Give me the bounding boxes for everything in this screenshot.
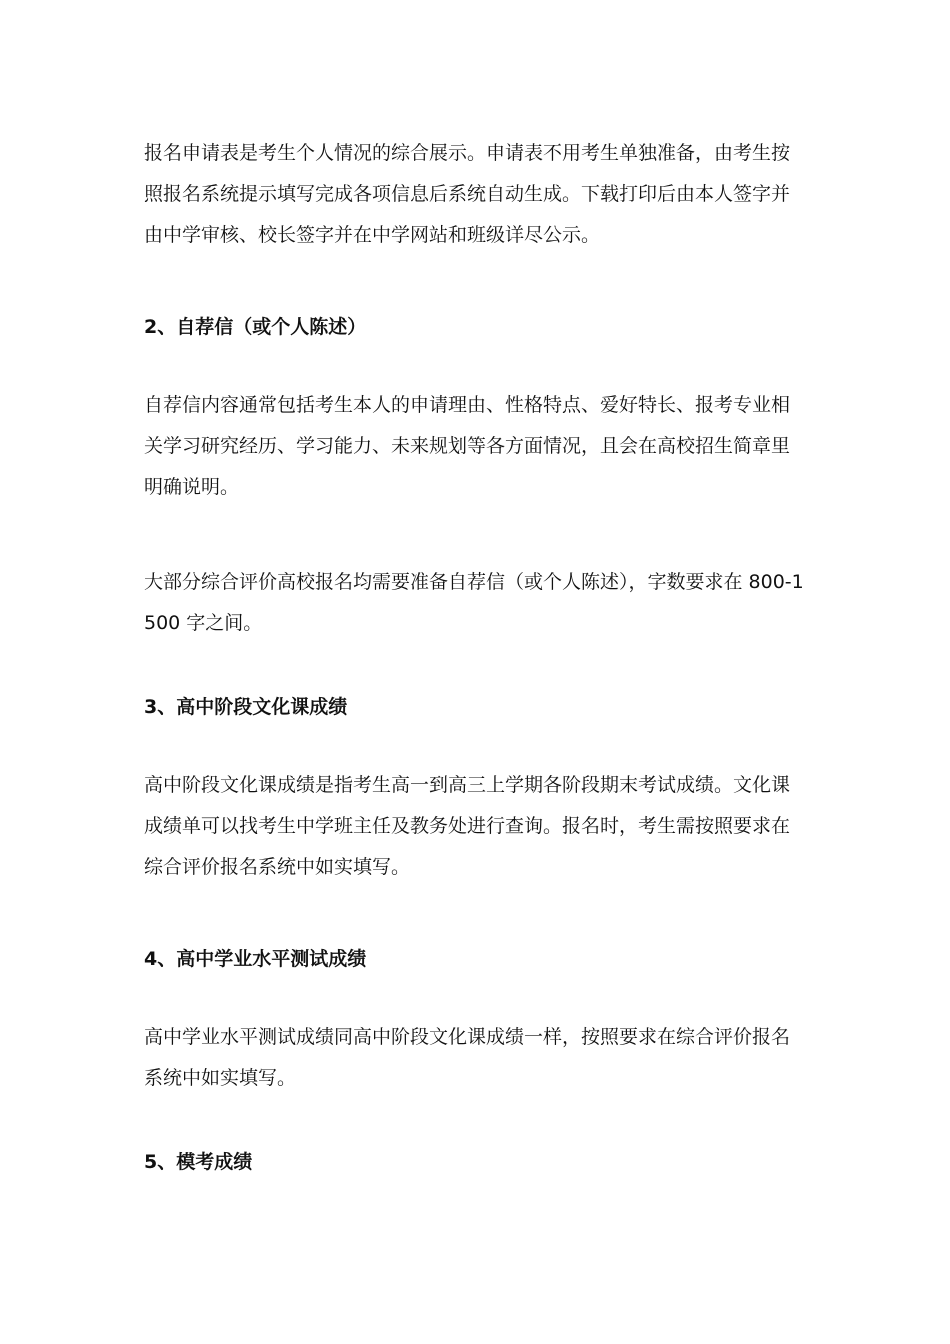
section-heading-high-school-grades: 3、高中阶段文化课成绩 <box>144 695 348 718</box>
self-recommendation-word-count-paragraph: 大部分综合评价高校报名均需要准备自荐信（或个人陈述），字数要求在 800-1500 字之间。 <box>144 571 804 634</box>
self-recommendation-paragraph: 自荐信内容通常包括考生本人的申请理由、性格特点、爱好特长、报考专业相关学习研究经历、学习能力、未来规划等各方面情况，且会在高校招生简章里明确说明。 <box>144 394 791 498</box>
high-school-grades-paragraph: 高中阶段文化课成绩是指考生高一到高三上学期各阶段期末考试成绩。文化课成绩单可以找考生中学班主任及教务处进行查询。报名时，考生需按照要求在综合评价报名系统中如实填写。 <box>144 774 791 878</box>
section-heading-mock-exam-scores: 5、模考成绩 <box>144 1150 253 1173</box>
academic-proficiency-test-paragraph: 高中学业水平测试成绩同高中阶段文化课成绩一样，按照要求在综合评价报名系统中如实填写。 <box>144 1026 791 1089</box>
section-heading-self-recommendation: 2、自荐信（或个人陈述） <box>144 315 367 338</box>
application-form-paragraph: 报名申请表是考生个人情况的综合展示。申请表不用考生单独准备，由考生按照报名系统提示填写完成各项信息后系统自动生成。下载打印后由本人签字并由中学审核、校长签字并在中学网站和班级详尽公示。 <box>144 142 791 246</box>
section-heading-academic-proficiency-test: 4、高中学业水平测试成绩 <box>144 947 367 970</box>
